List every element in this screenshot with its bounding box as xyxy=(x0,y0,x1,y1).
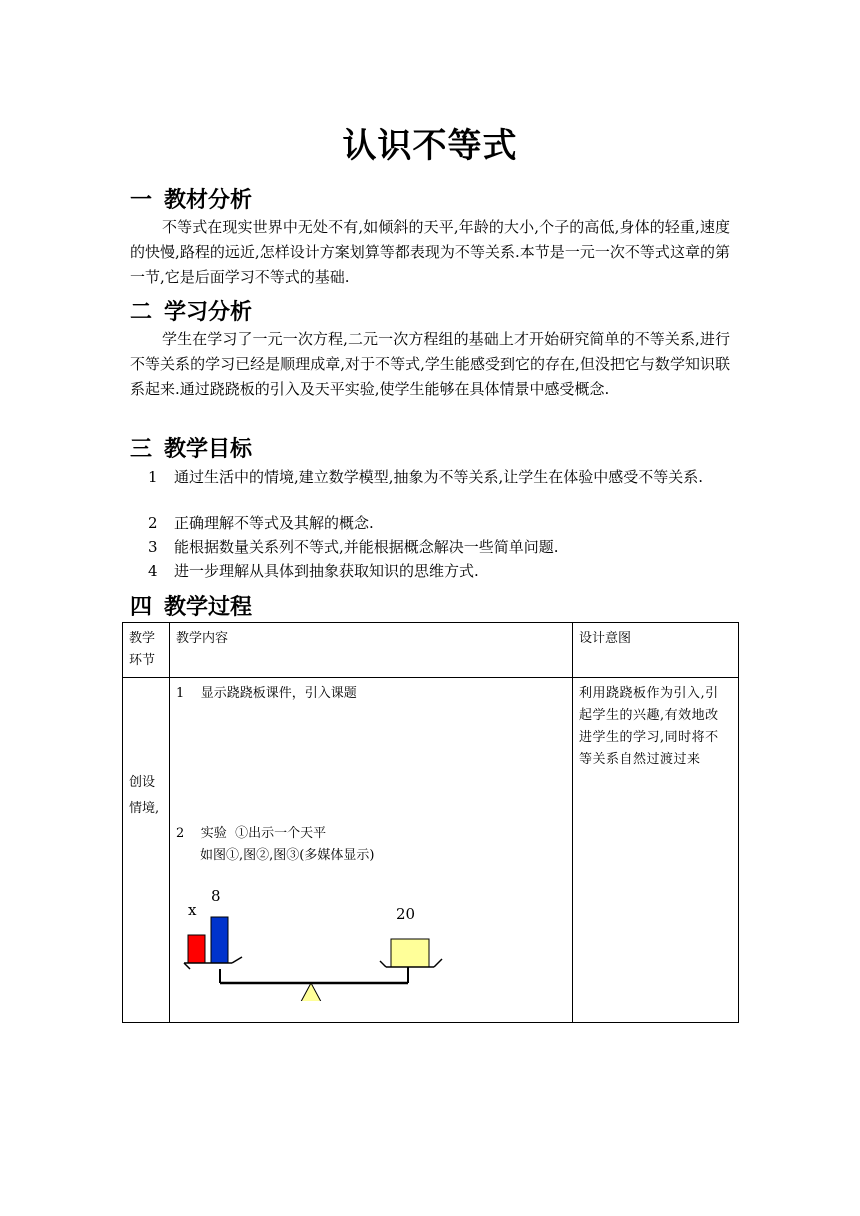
stage-name: 创设情境, xyxy=(129,775,160,816)
goal-item xyxy=(148,559,732,584)
section-title: 教学目标 xyxy=(164,437,253,462)
left-pan-edge xyxy=(232,957,242,963)
left-pan-edge xyxy=(184,963,190,969)
goal-number: 4 xyxy=(148,562,158,580)
yellow-block xyxy=(391,939,429,967)
label-x: x xyxy=(188,901,197,919)
right-pan-edge xyxy=(380,961,386,967)
header-content xyxy=(170,623,573,678)
fulcrum xyxy=(296,983,326,1001)
stage-cell xyxy=(123,678,170,1023)
learning-paragraph: 学生在学习了一元一次方程,二元一次方程组的基础上才开始研究简单的不等关系,进行不等关系的学习已经是顺理成章,对于不等式,学生能感受到它的存在,但没把它与数学知识联系起来.通过跷跷板的引入及天平实验,使学生能够在具体情景中感受概念. xyxy=(130,330,730,398)
section-heading-3 xyxy=(130,432,252,463)
content-item-2-sub: 如图①,图②,图③(多媒体显示) xyxy=(200,848,375,863)
blue-block xyxy=(211,917,228,963)
content-cell xyxy=(170,678,573,1023)
page-title: 认识不等式 xyxy=(342,126,518,166)
goal-text: 通过生活中的情境,建立数学模型,抽象为不等关系,让学生在体验中感受不等关系. xyxy=(174,468,704,486)
goal-text: 能根据数量关系列不等式,并能根据概念解决一些简单问题. xyxy=(174,538,559,556)
section-title: 教学过程 xyxy=(164,595,253,620)
header-intent-text: 设计意图 xyxy=(579,631,632,646)
right-pan-edge xyxy=(434,959,442,967)
red-block xyxy=(188,935,205,963)
content-item-1: 1 显示跷跷板课件，引入课题 xyxy=(176,686,357,701)
section-heading-4 xyxy=(130,590,252,621)
label-20: 20 xyxy=(396,905,416,923)
label-8: 8 xyxy=(211,887,221,905)
section-title: 学习分析 xyxy=(164,300,253,325)
header-intent xyxy=(573,623,739,678)
header-stage-text: 教学环节 xyxy=(129,631,156,668)
section-number: 三 xyxy=(130,437,153,462)
teaching-process-table xyxy=(122,622,739,1023)
header-content-text: 教学内容 xyxy=(176,631,229,646)
goal-text: 正确理解不等式及其解的概念. xyxy=(174,514,374,532)
section-number: 四 xyxy=(130,595,153,620)
goal-item xyxy=(148,465,732,490)
section-number: 一 xyxy=(130,188,153,213)
section-heading-2 xyxy=(130,295,252,326)
header-stage xyxy=(123,623,170,678)
goal-number: 3 xyxy=(148,538,158,556)
goal-number: 2 xyxy=(148,514,158,532)
section-number: 二 xyxy=(130,300,153,325)
balance-figure xyxy=(176,871,466,1001)
table-row xyxy=(123,678,739,1023)
goal-text: 进一步理解从具体到抽象获取知识的思维方式. xyxy=(174,562,479,580)
section-heading-1 xyxy=(130,183,252,214)
table-header-row xyxy=(123,623,739,678)
goal-number: 1 xyxy=(148,468,158,486)
content-item-2: 2 实验 ①出示一个天平 xyxy=(176,826,327,841)
section-title: 教材分析 xyxy=(164,188,253,213)
goal-item xyxy=(148,535,732,560)
intent-cell xyxy=(573,678,739,1023)
intent-text: 利用跷跷板作为引入,引起学生的兴趣,有效地改进学生的学习,同时将不等关系自然过渡过来 xyxy=(579,686,719,767)
analysis-paragraph: 不等式在现实世界中无处不有,如倾斜的天平,年龄的大小,个子的高低,身体的轻重,速度的快慢,路程的远近,怎样设计方案划算等都表现为不等关系.本节是一元一次不等式这章的第一节,它是后面学习不等式的基础. xyxy=(130,218,730,286)
goal-item xyxy=(148,511,732,536)
